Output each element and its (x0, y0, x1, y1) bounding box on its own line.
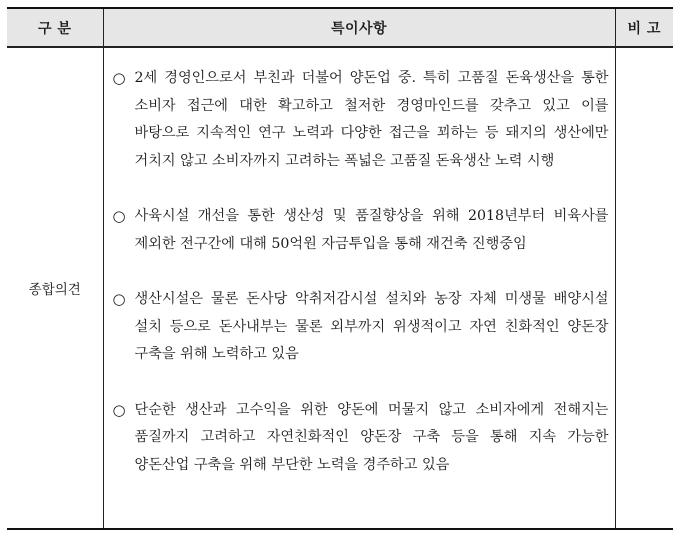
table-header-row (7, 9, 673, 47)
note-item (113, 65, 609, 175)
table-row (7, 47, 673, 528)
remark-cell (615, 47, 673, 528)
header-notes: 특이사항 (103, 9, 615, 47)
note-item (113, 397, 609, 480)
notes-cell (103, 47, 615, 528)
bullet-circle-icon: ○ (112, 290, 126, 308)
header-category: 구 분 (7, 9, 103, 47)
note-text: 생산시설은 물론 돈사당 악취저감시설 설치와 농장 자체 미생물 배양시설 설치 등으로 돈사내부는 물론 외부까지 위생적이고 자연 친화적인 양돈장 구축을 위해 노력하고 있음 (134, 291, 609, 362)
bullet-circle-icon: ○ (112, 69, 126, 87)
note-text: 사육시설 개선을 통한 생산성 및 품질향상을 위해 2018년부터 비육사를 제외한 전구간에 대해 50억원 자금투입을 통해 재건축 진행중임 (134, 208, 609, 252)
opinion-table-wrapper (7, 7, 673, 530)
note-text: 2세 경영인으로서 부친과 더불어 양돈업 중. 특히 고품질 돈육생산을 통한 소비자 접근에 대한 확고하고 철저한 경영마인드를 갖추고 있고 이를 바탕으로 지속적인 연구 노력과 다양한 접근을 꾀하는 등 돼지의 생산에만 거치지 않고 소비자까지 고려하는 폭넓은 고품질 돈육생산 노력 시행 (134, 70, 609, 169)
note-item (113, 203, 609, 258)
bullet-circle-icon: ○ (112, 400, 126, 419)
note-text: 단순한 생산과 고수익을 위한 양돈에 머물지 않고 소비자에게 전해지는 품질까지 고려하고 자연친화적인 양돈장 구축 등을 통해 지속 가능한 양돈산업 구축을 위해 부단한 노력을 경주하고 있음 (134, 401, 609, 473)
opinion-table (7, 9, 673, 528)
note-item (113, 286, 609, 369)
category-cell: 종합의견 (7, 47, 103, 528)
header-remarks: 비 고 (615, 9, 673, 47)
bullet-circle-icon: ○ (112, 207, 126, 225)
